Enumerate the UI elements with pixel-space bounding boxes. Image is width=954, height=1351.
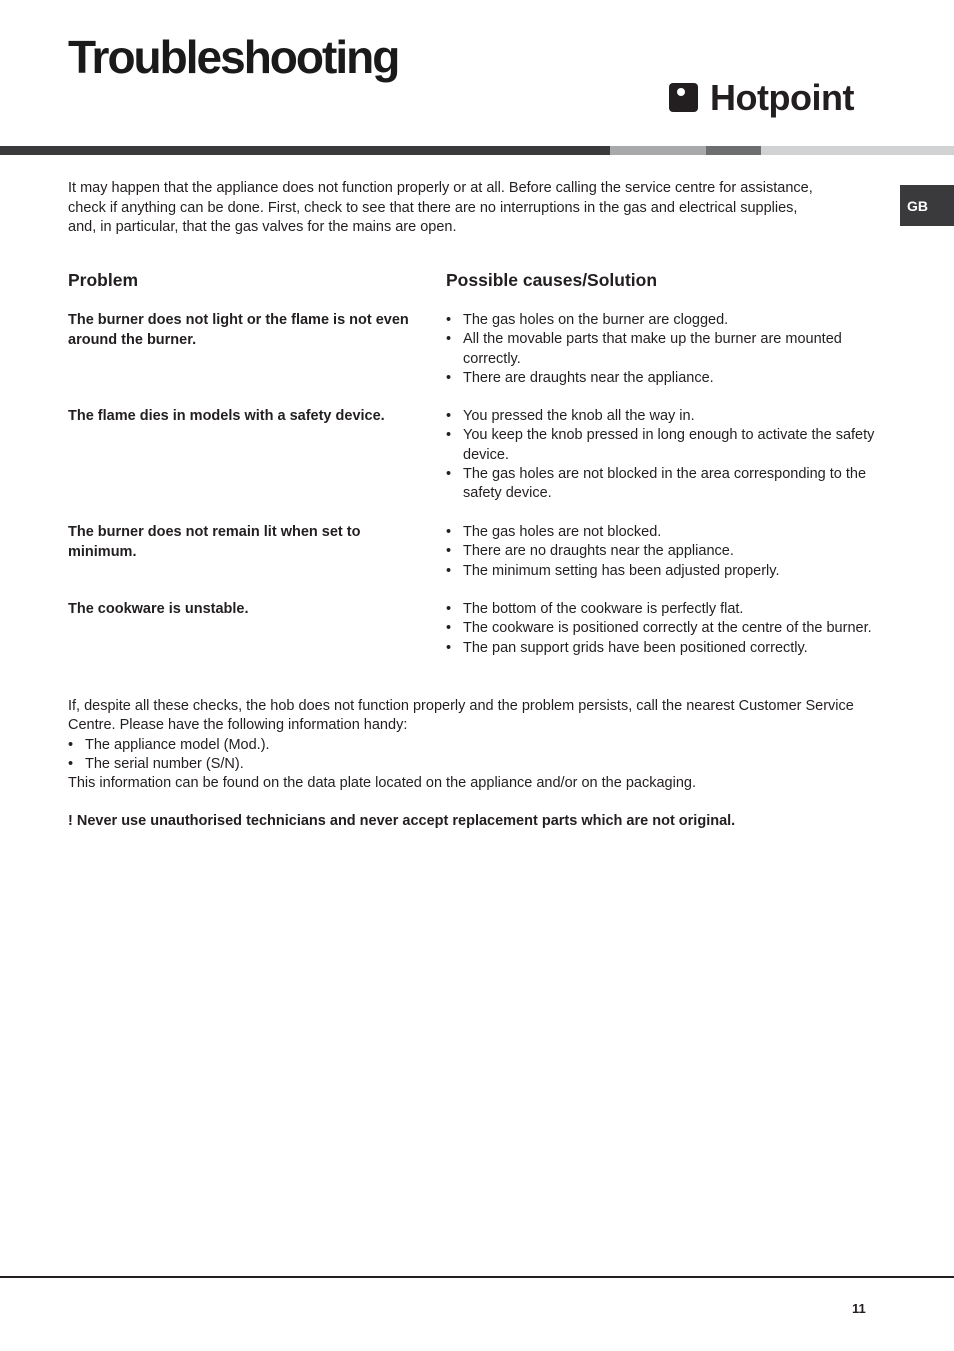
problem-text: The flame dies in models with a safety device. bbox=[68, 408, 385, 424]
info-list bbox=[68, 736, 878, 775]
hotpoint-logo bbox=[669, 77, 854, 120]
closing-paragraph: If, despite all these checks, the hob does not function properly and the problem persists, call the nearest Customer Service Centre. Please have the following information handy: bbox=[68, 698, 854, 734]
cause-item: • The bottom of the cookware is perfectly flat. bbox=[446, 600, 876, 619]
header-band-mid bbox=[706, 146, 761, 155]
cause-item: • The minimum setting has been adjusted properly. bbox=[446, 562, 876, 581]
language-tab: GB bbox=[900, 185, 954, 226]
cause-item: • The cookware is positioned correctly at the centre of the burner. bbox=[446, 619, 876, 638]
cause-item: • You keep the knob pressed in long enough to activate the safety device. bbox=[446, 426, 876, 465]
causes-column-heading: Possible causes/Solution bbox=[446, 270, 658, 290]
intro-paragraph: It may happen that the appliance does not function properly or at all. Before calling the service centre for assistance, check if anything can be done. First, check to see that there are no interruptions in the gas and electrical supplies, and, in particular, that the gas valves for the mains are open. bbox=[68, 180, 813, 235]
cause-item: • All the movable parts that make up the burner are mounted correctly. bbox=[446, 330, 876, 369]
closing-section bbox=[68, 697, 878, 793]
page-number: 11 bbox=[852, 1301, 866, 1316]
cause-item: • You pressed the knob all the way in. bbox=[446, 407, 876, 426]
data-plate-note: This information can be found on the data plate located on the appliance and/or on the packaging. bbox=[68, 775, 696, 792]
warning-note: ! Never use unauthorised technicians and never accept replacement parts which are not original. bbox=[68, 813, 736, 829]
causes-list bbox=[446, 600, 876, 658]
page-title: Troubleshooting bbox=[68, 31, 399, 83]
cause-item: • The gas holes on the burner are clogged. bbox=[446, 311, 876, 330]
info-item: • The serial number (S/N). bbox=[68, 755, 878, 774]
causes-list bbox=[446, 523, 876, 581]
cause-item: • There are no draughts near the appliance. bbox=[446, 542, 876, 561]
brand-name: Hotpoint bbox=[710, 77, 854, 118]
cause-item: • The pan support grids have been positioned correctly. bbox=[446, 639, 876, 658]
causes-list bbox=[446, 311, 876, 388]
cause-item: • There are draughts near the appliance. bbox=[446, 369, 876, 388]
cause-item: • The gas holes are not blocked. bbox=[446, 523, 876, 542]
footer-divider bbox=[0, 1276, 954, 1278]
causes-list bbox=[446, 407, 876, 503]
problem-column-heading: Problem bbox=[68, 270, 139, 290]
header-band-light bbox=[610, 146, 706, 155]
problem-text: The cookware is unstable. bbox=[68, 601, 249, 617]
info-item: • The appliance model (Mod.). bbox=[68, 736, 878, 755]
hotpoint-logo-icon bbox=[669, 83, 698, 112]
problem-text: The burner does not remain lit when set to minimum. bbox=[68, 524, 361, 560]
problem-text: The burner does not light or the flame is not even around the burner. bbox=[68, 312, 409, 348]
cause-item: • The gas holes are not blocked in the area corresponding to the safety device. bbox=[446, 465, 876, 504]
header-band-pale bbox=[761, 146, 954, 155]
header-band-dark bbox=[0, 146, 610, 155]
